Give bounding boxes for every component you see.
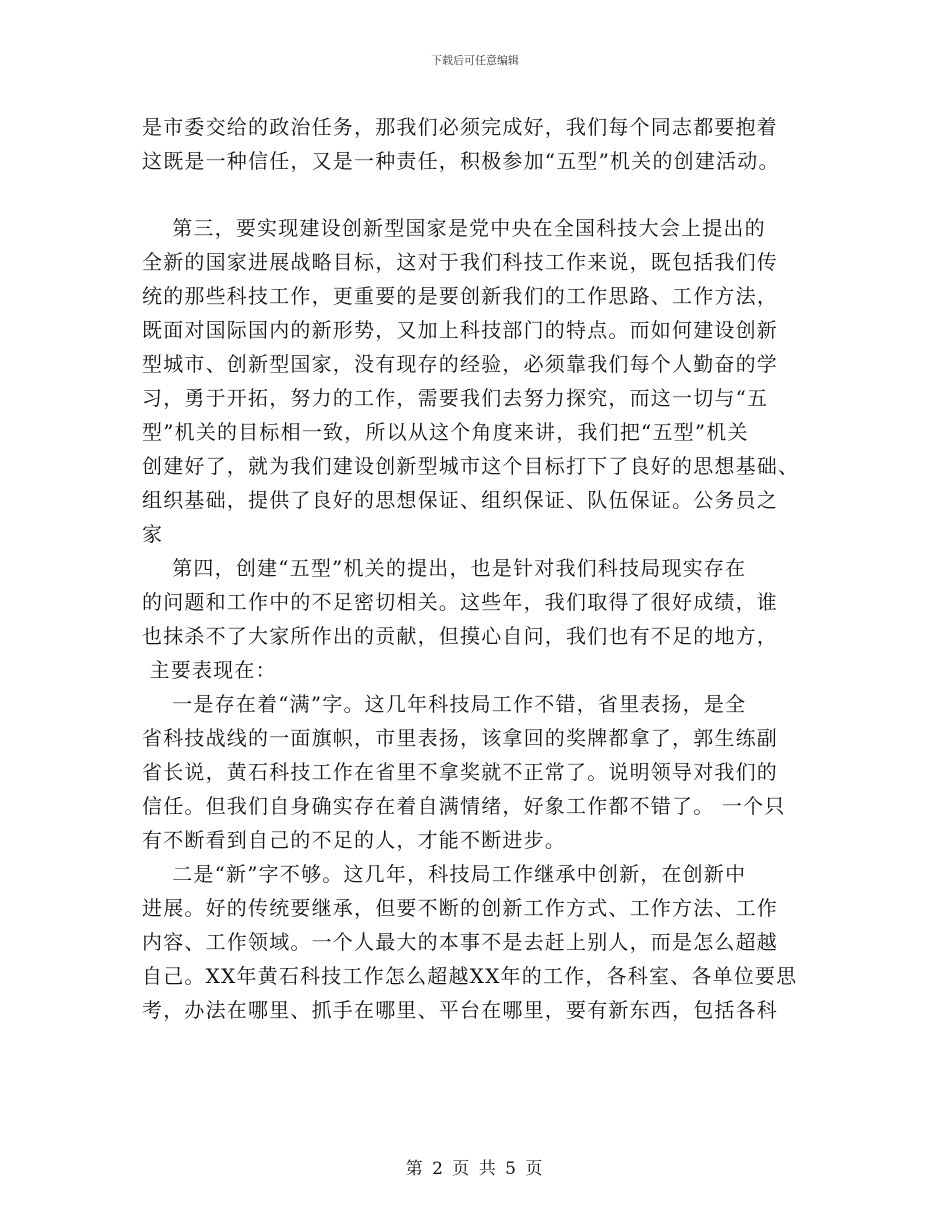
text-line: 也抹杀不了大家所作出的贡献，但摸心自问，我们也有不足的地方， (142, 624, 778, 648)
text-line: 家 (142, 522, 164, 546)
text-line: 型”机关的目标相一致，所以从这个角度来讲，我们把“五型”机关 (142, 420, 749, 444)
text-line: 有不断看到自己的不足的人，才能不断进步。 (142, 828, 566, 852)
text-line: 第四，创建“五型”机关的提出，也是针对我们科技局现实存在 (142, 556, 747, 580)
text-line: 自己。XX年黄石科技工作怎么超越XX年的工作，各科室、各单位要思 (142, 964, 798, 988)
text-line: 第三，要实现建设创新型国家是党中央在全国科技大会上提出的 (142, 216, 766, 240)
paragraph-gap (142, 178, 807, 211)
text-line: 内容、工作领域。一个人最大的本事不是去赶上别人，而是怎么超越 (142, 930, 778, 954)
text-line: 省长说，黄石科技工作在省里不拿奖就不正常了。说明领导对我们的 (142, 760, 778, 784)
text-line: 主要表现在： (142, 658, 277, 682)
text-line: 习，勇于开拓，努力的工作，需要我们去努力探究，而这一切与“五 (142, 386, 769, 410)
text-line: 型城市、创新型国家，没有现存的经验，必须靠我们每个人勤奋的学 (142, 352, 778, 376)
text-line: 的问题和工作中的不足密切相关。这些年，我们取得了很好成绩，谁 (142, 590, 778, 614)
text-line: 组织基础，提供了良好的思想保证、组织保证、队伍保证。公务员之 (142, 488, 778, 512)
text-line: 考，办法在哪里、抓手在哪里、平台在哪里，要有新东西，包括各科 (142, 998, 778, 1022)
page-header: 下载后可任意编辑 (431, 54, 519, 67)
text-line: 信任。但我们自身确实存在着自满情绪，好象工作都不错了。 一个只 (142, 794, 786, 818)
text-line: 一是存在着“满”字。这几年科技局工作不错，省里表扬，是全 (142, 692, 747, 716)
text-line: 统的那些科技工作，更重要的是要创新我们的工作思路、工作方法， (142, 284, 778, 308)
text-line: 全新的国家进展战略目标，这对于我们科技工作来说，既包括我们传 (142, 250, 778, 274)
text-line: 省科技战线的一面旗帜，市里表扬，该拿回的奖牌都拿了，郭生练副 (142, 726, 778, 750)
page-footer: 第 2 页 共 5 页 (405, 1159, 545, 1179)
text-line: 既面对国际国内的新形势，又加上科技部门的特点。而如何建设创新 (142, 318, 778, 342)
text-line: 是市委交给的政治任务，那我们必须完成好，我们每个同志都要抱着 (142, 115, 778, 139)
document-body (142, 110, 807, 1027)
text-line: 进展。好的传统要继承，但要不断的创新工作方式、工作方法、工作 (142, 896, 778, 920)
text-line: 创建好了，就为我们建设创新型城市这个目标打下了良好的思想基础、 (142, 454, 800, 478)
text-line: 这既是一种信任，又是一种责任，积极参加“五型”机关的创建活动。 (142, 149, 780, 173)
text-line: 二是“新”字不够。这几年，科技局工作继承中创新，在创新中 (142, 862, 747, 886)
